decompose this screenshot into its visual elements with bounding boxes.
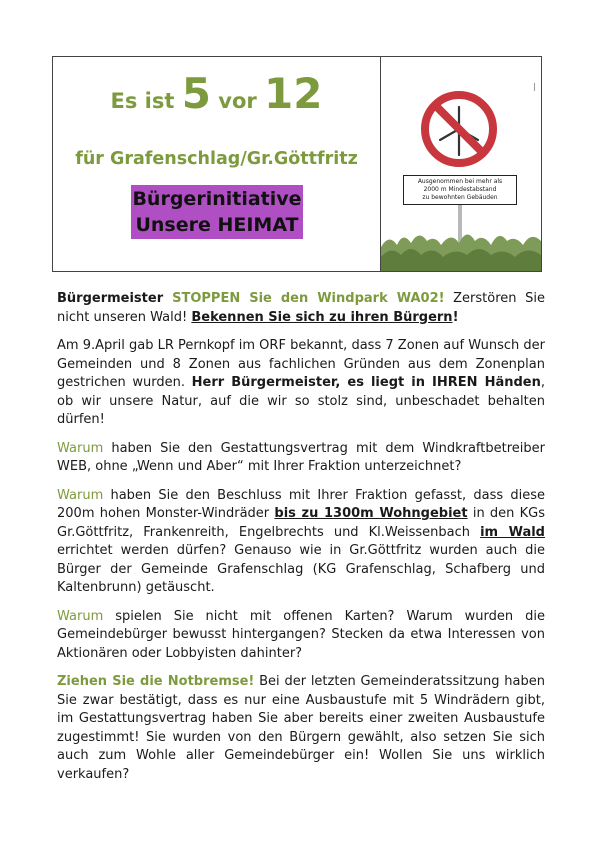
paragraph-2-run: Am 9.April gab LR Pernkopf im ORF bekannt, dass 7 Zonen auf Wunsch der Gemeinden und 8 Zonen aus fachlichen Gründen aus dem Zonenplan gestrichen wurden. <box>57 338 545 390</box>
paragraph-4-run: haben Sie den Beschluss mit Ihrer Fraktion gefasst, dass diese 200m hohen Monster-Windräder <box>57 487 545 521</box>
paragraph-5-run: spielen Sie nicht mit offenen Karten? Warum wurden die Gemeindebürger bewusst hintergangen? Stecken da etwa Interessen von Aktionären oder Lobbyisten dahinter? <box>57 608 545 661</box>
paragraph-3 <box>57 440 545 477</box>
paragraph-2 <box>57 337 545 430</box>
sign-notice-line-2: 2000 m Mindestabstand <box>423 186 497 193</box>
paragraph-6 <box>57 673 545 784</box>
paragraph-4-run: bis zu 1300m Wohngebiet <box>274 506 468 521</box>
paragraph-5-run: Warum <box>57 608 104 624</box>
paragraph-2-run: Herr Bürgermeister, es liegt in IHREN Händen <box>191 375 541 390</box>
paragraph-1-run: Bekennen Sie sich zu ihren Bürgern <box>191 309 453 325</box>
headline-number-12: 12 <box>264 69 323 118</box>
sign-notice <box>403 175 517 205</box>
paragraph-1-run: Zerstören Sie nicht unseren Wald! <box>57 291 545 325</box>
paragraph-5 <box>57 608 545 664</box>
treeline-image <box>381 225 541 271</box>
paragraph-1-run: ! <box>452 309 459 325</box>
header-title-panel <box>53 57 381 271</box>
paragraph-4-run: Warum <box>57 487 104 503</box>
paragraph-4-run: errichtet werden dürfen? Genauso wie in Gr.Göttfritz wurden auch die Bürger der Gemeinde Grafenschlag (KG Grafenschlag, Schafberg und Kaltenbrunn) getäuscht. <box>57 543 545 595</box>
header-box <box>52 56 542 272</box>
headline-text-2: vor <box>210 89 265 113</box>
paragraph-6-run: Bei der letzten Gemeinderatssitzung haben Sie zwar bestätigt, dass es nur eine Ausbaustufe mit 5 Windrädern gibt, im Gestattungsvertrag haben Sie aber bereits einer zweiten Ausbaustufe zugestimmt! Sie wurden von den Bürgern gewählt, also setzen Sie sich auch zum Wohle aller Gemeindebürger ein! Wollen Sie uns wirklich verkaufen? <box>57 674 545 782</box>
paragraph-4-run: in den KGs Gr.Göttfritz, Frankenreith, Engelbrechts und Kl.Weissenbach <box>57 506 546 540</box>
paragraph-6-run: Ziehen Sie die Notbremse! <box>57 674 255 689</box>
headline-subtitle: für Grafenschlag/Gr.Göttfritz <box>75 149 358 169</box>
paragraph-2-run: , ob wir unsere Natur, auf die wir so stolz sind, unbeschadet behalten dürfen! <box>57 375 545 427</box>
initiative-line-2: Unsere HEIMAT <box>135 214 299 236</box>
headline-number-5: 5 <box>181 69 211 118</box>
paragraph-1 <box>57 290 545 327</box>
paragraph-3-run: Warum <box>57 440 104 456</box>
headline-text-1: Es ist <box>110 89 182 113</box>
prohibition-sign-icon <box>419 89 499 169</box>
paragraph-3-run: haben Sie den Gestattungsvertrag mit dem Windkraftbetreiber WEB, ohne „Wenn und Aber“ mit Ihrer Fraktion unterzeichnet? <box>57 440 545 474</box>
initiative-label <box>131 185 303 239</box>
paragraph-4-run: im Wald <box>480 524 545 540</box>
paragraph-1-run: Bürgermeister <box>57 291 173 306</box>
tick-mark <box>534 83 535 91</box>
initiative-line-1: Bürgerinitiative <box>132 188 302 210</box>
letter-body <box>57 290 545 794</box>
no-windturbine-sign-image <box>381 57 541 271</box>
headline <box>53 69 380 118</box>
paragraph-4 <box>57 487 545 598</box>
sign-notice-line-3: zu bewohnten Gebäuden <box>422 194 498 201</box>
paragraph-1-run: STOPPEN Sie den Windpark WA02! <box>172 291 445 306</box>
sign-notice-line-1: Ausgenommen bei mehr als <box>417 178 503 185</box>
